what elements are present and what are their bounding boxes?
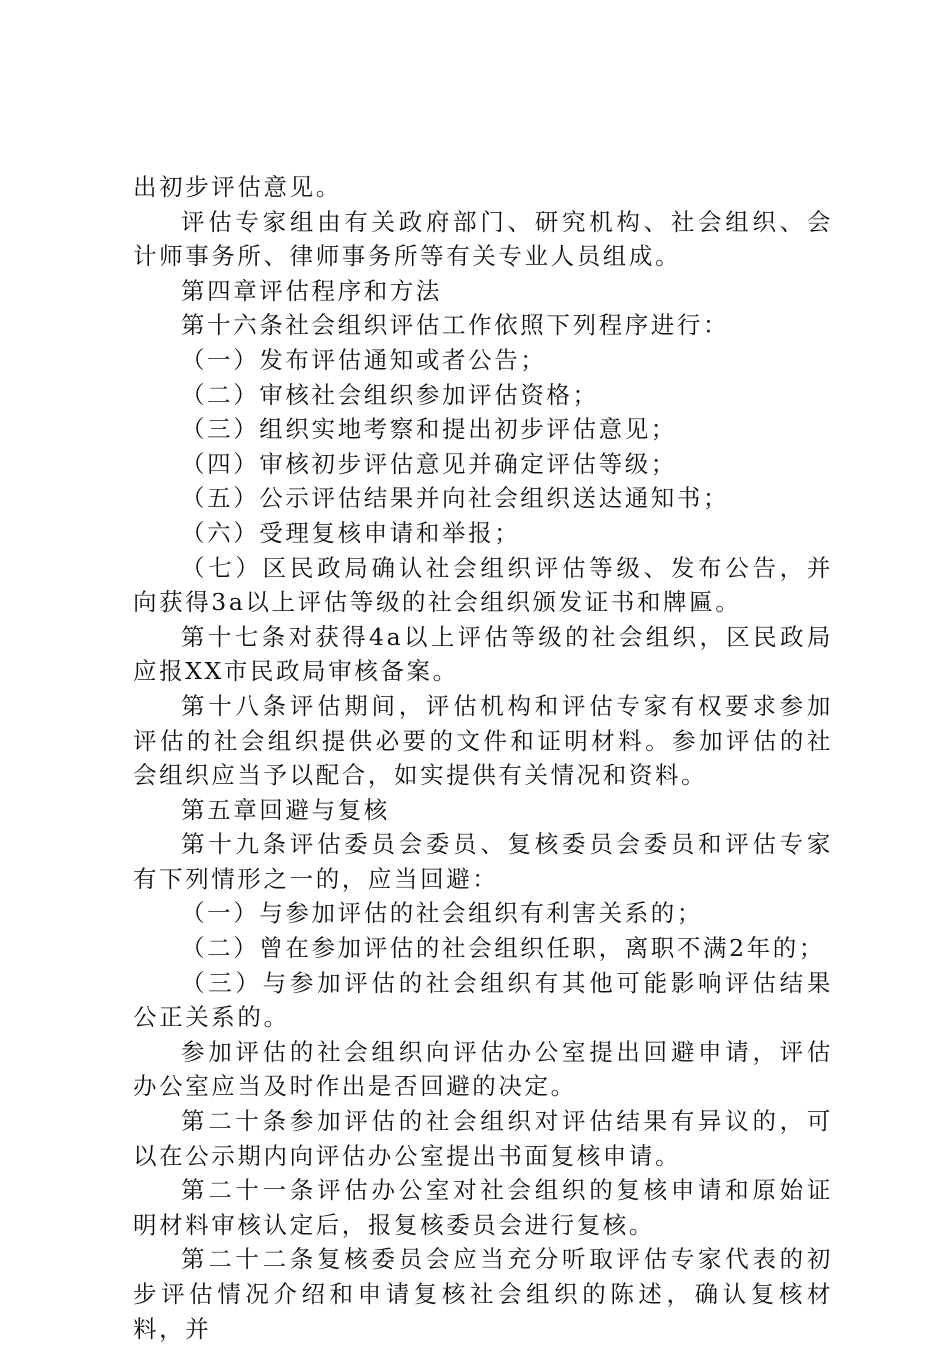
list-item: （七）区民政局确认社会组织评估等级、发布公告，并向获得3a以上评估等级的社会组织颁发证书和牌匾。 <box>133 553 833 617</box>
list-item: （三）与参加评估的社会组织有其他可能影响评估结果公正关系的。 <box>133 968 833 1032</box>
article-paragraph: 第十九条评估委员会委员、复核委员会委员和评估专家有下列情形之一的，应当回避： <box>133 830 833 893</box>
chapter-heading: 第五章回避与复核 <box>181 795 390 824</box>
article-paragraph: 第十七条对获得4a以上评估等级的社会组织，区民政局应报XX市民政局审核备案。 <box>133 622 833 686</box>
article-paragraph: 第十六条社会组织评估工作依照下列程序进行： <box>181 311 730 340</box>
paragraph: 参加评估的社会组织向评估办公室提出回避申请，评估办公室应当及时作出是否回避的决定。 <box>133 1037 833 1101</box>
list-item: （一）与参加评估的社会组织有利害关系的； <box>181 899 703 928</box>
article-paragraph: 第二十一条评估办公室对社会组织的复核申请和原始证明材料审核认定后，报复核委员会进行复核。 <box>133 1176 833 1239</box>
list-item: （五）公示评估结果并向社会组织送达通知书； <box>181 484 730 513</box>
list-item: （二）曾在参加评估的社会组织任职，离职不满2年的； <box>181 934 825 963</box>
article-paragraph: 第十八条评估期间，评估机构和评估专家有权要求参加评估的社会组织提供必要的文件和证明材料。参加评估的社会组织应当予以配合，如实提供有关情况和资料。 <box>133 691 833 790</box>
list-item: （二）审核社会组织参加评估资格； <box>181 380 599 409</box>
document-page <box>133 170 833 1346</box>
article-paragraph: 第二十二条复核委员会应当充分听取评估专家代表的初步评估情况介绍和申请复核社会组织的陈述，确认复核材料，并 <box>133 1245 833 1343</box>
list-item: （四）审核初步评估意见并确定评估等级； <box>181 449 677 478</box>
paragraph: 出初步评估意见。 <box>133 173 342 201</box>
article-paragraph: 第二十条参加评估的社会组织对评估结果有异议的，可以在公示期内向评估办公室提出书面复核申请。 <box>133 1107 833 1170</box>
list-item: （六）受理复核申请和举报； <box>181 518 521 547</box>
list-item: （一）发布评估通知或者公告； <box>181 345 547 374</box>
paragraph: 评估专家组由有关政府部门、研究机构、社会组织、会计师事务所、律师事务所等有关专业人员组成。 <box>133 207 833 271</box>
chapter-heading: 第四章评估程序和方法 <box>181 276 442 305</box>
list-item: （三）组织实地考察和提出初步评估意见； <box>181 415 677 444</box>
